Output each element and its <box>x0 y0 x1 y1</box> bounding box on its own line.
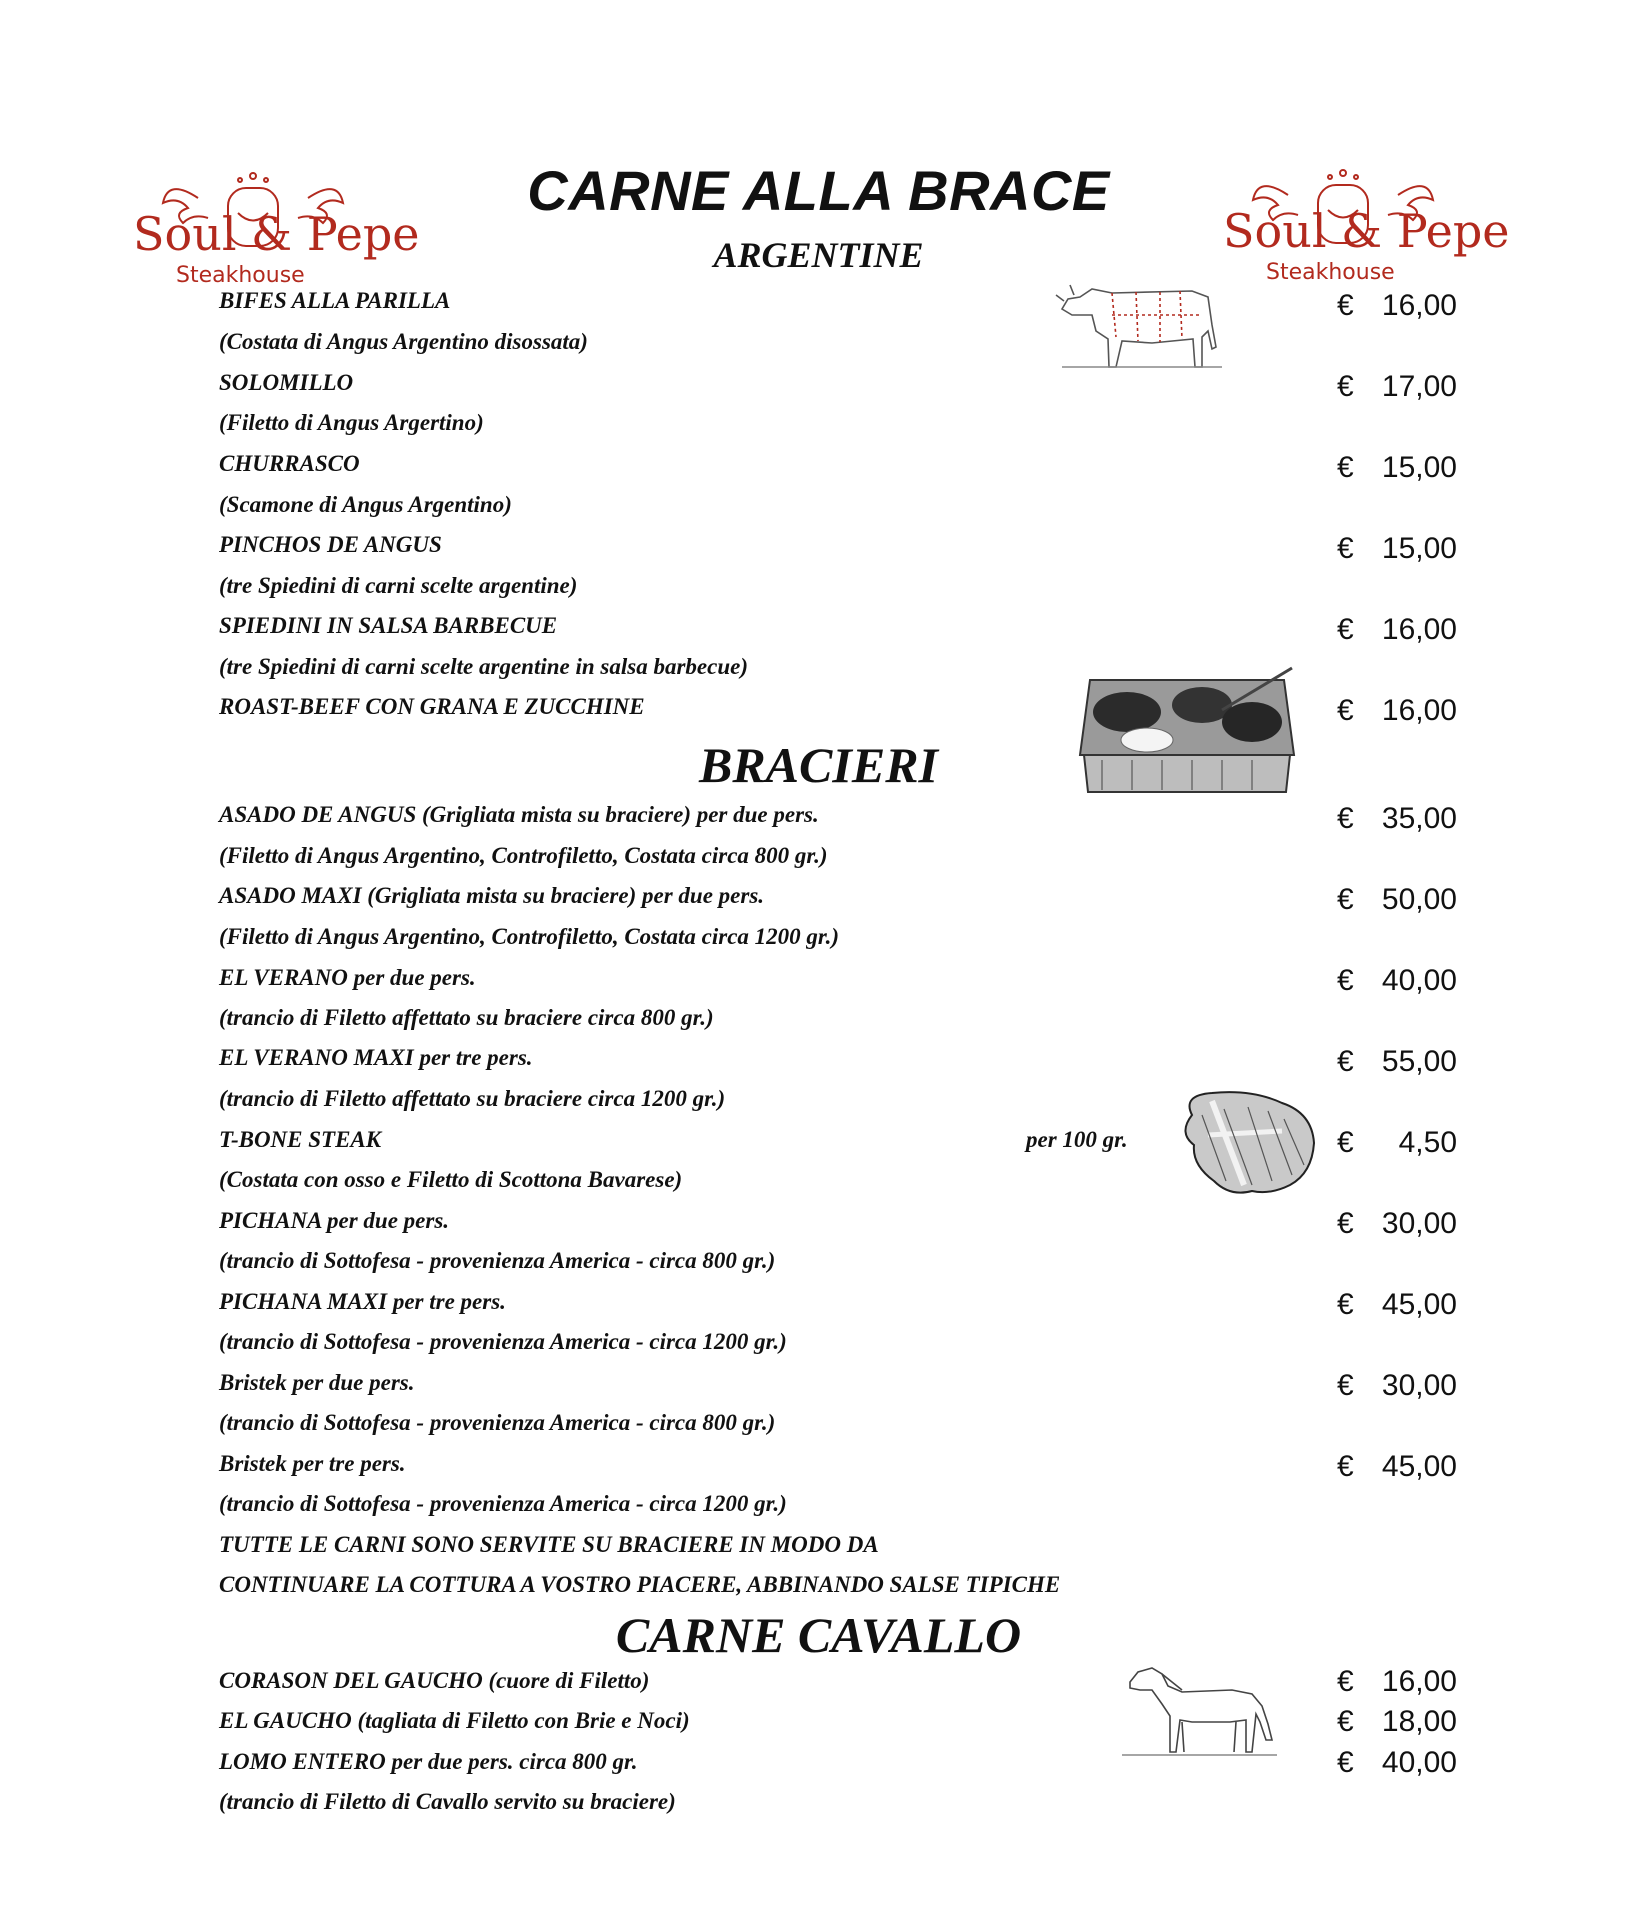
euro-sign: € <box>1337 964 1354 997</box>
horse-icon <box>1122 1660 1277 1760</box>
logo-right-text: Soul & Pepe <box>1223 204 1510 258</box>
item-description: (trancio di Filetto di Cavallo servito su braciere) <box>219 1789 676 1814</box>
item-description: (trancio di Sottofesa - provenienza America - circa 1200 gr.) <box>219 1329 787 1354</box>
item-name: CHURRASCO <box>219 451 360 476</box>
euro-sign: € <box>1337 1288 1354 1321</box>
item-name: ASADO MAXI (Grigliata mista su braciere) per due pers. <box>219 883 765 908</box>
price: € 16,00 <box>1337 289 1457 322</box>
euro-sign: € <box>1337 1705 1354 1738</box>
item-name: EL GAUCHO (tagliata di Filetto con Brie e Noci) <box>219 1708 690 1733</box>
price: € 18,00 <box>1337 1705 1457 1738</box>
item-description: (Costata di Angus Argentino disossata) <box>219 329 588 354</box>
logo-left-sub: Steakhouse <box>176 263 305 288</box>
price: € 30,00 <box>1337 1207 1457 1240</box>
service-note-line: TUTTE LE CARNI SONO SERVITE SU BRACIERE IN MODO DA <box>219 1532 879 1557</box>
euro-sign: € <box>1337 613 1354 646</box>
price: € 16,00 <box>1337 694 1457 727</box>
euro-sign: € <box>1337 694 1354 727</box>
item-name: BIFES ALLA PARILLA <box>219 288 451 313</box>
item-name: CORASON DEL GAUCHO (cuore di Filetto) <box>219 1668 650 1693</box>
euro-sign: € <box>1337 532 1354 565</box>
item-description: (Filetto di Angus Argertino) <box>219 410 484 435</box>
euro-sign: € <box>1337 1126 1354 1159</box>
item-name: Bristek per tre pers. <box>219 1451 406 1476</box>
item-description: (trancio di Sottofesa - provenienza America - circa 1200 gr.) <box>219 1491 787 1516</box>
price: € 40,00 <box>1337 964 1457 997</box>
item-description: (Scamone di Angus Argentino) <box>219 492 512 517</box>
item-name: PICHANA per due pers. <box>219 1208 450 1233</box>
item-name: Bristek per due pers. <box>219 1370 415 1395</box>
item-name: ASADO DE ANGUS (Grigliata mista su braciere) per due pers. <box>219 802 819 827</box>
item-name: SOLOMILLO <box>219 370 354 395</box>
cow-icon <box>1052 275 1222 375</box>
euro-sign: € <box>1337 883 1354 916</box>
item-description: (Filetto di Angus Argentino, Controfiletto, Costata circa 800 gr.) <box>219 843 828 868</box>
item-name: PINCHOS DE ANGUS <box>219 532 442 557</box>
item-name: LOMO ENTERO per due pers. circa 800 gr. <box>219 1749 638 1774</box>
price: € 4,50 <box>1337 1126 1457 1159</box>
euro-sign: € <box>1337 802 1354 835</box>
item-name: EL VERANO per due pers. <box>219 965 476 990</box>
item-description: (Costata con osso e Filetto di Scottona Bavarese) <box>219 1167 683 1192</box>
price: € 17,00 <box>1337 370 1457 403</box>
tbone-steak-icon <box>1172 1085 1320 1200</box>
page-title: CARNE ALLA BRACE <box>527 159 1110 222</box>
price: € 45,00 <box>1337 1450 1457 1483</box>
logo-left-text: Soul & Pepe <box>133 207 420 261</box>
price: € 15,00 <box>1337 532 1457 565</box>
item-description: (trancio di Sottofesa - provenienza America - circa 800 gr.) <box>219 1248 776 1273</box>
braciere-icon <box>1072 660 1302 805</box>
item-description: (trancio di Sottofesa - provenienza America - circa 800 gr.) <box>219 1410 776 1435</box>
price: € 50,00 <box>1337 883 1457 916</box>
item-name: ROAST-BEEF CON GRANA E ZUCCHINE <box>219 694 645 719</box>
logo-right-sub: Steakhouse <box>1266 260 1395 285</box>
item-description: (tre Spiedini di carni scelte argentine in salsa barbecue) <box>219 654 748 679</box>
price: € 55,00 <box>1337 1045 1457 1078</box>
item-name: T-BONE STEAK <box>219 1127 382 1152</box>
euro-sign: € <box>1337 451 1354 484</box>
euro-sign: € <box>1337 1207 1354 1240</box>
tbone-weight-note: per 100 gr. <box>1026 1127 1128 1152</box>
price: € 16,00 <box>1337 1665 1457 1698</box>
item-description: (trancio di Filetto affettato su braciere circa 800 gr.) <box>219 1005 714 1030</box>
item-name: EL VERANO MAXI per tre pers. <box>219 1045 533 1070</box>
item-description: (trancio di Filetto affettato su braciere circa 1200 gr.) <box>219 1086 726 1111</box>
price: € 15,00 <box>1337 451 1457 484</box>
price: € 35,00 <box>1337 802 1457 835</box>
euro-sign: € <box>1337 370 1354 403</box>
euro-sign: € <box>1337 1746 1354 1779</box>
price: € 30,00 <box>1337 1369 1457 1402</box>
price: € 45,00 <box>1337 1288 1457 1321</box>
section-argentine: ARGENTINE <box>713 235 924 275</box>
item-description: (tre Spiedini di carni scelte argentine) <box>219 573 578 598</box>
euro-sign: € <box>1337 1450 1354 1483</box>
price: € 16,00 <box>1337 613 1457 646</box>
item-name: PICHANA MAXI per tre pers. <box>219 1289 506 1314</box>
price: € 40,00 <box>1337 1746 1457 1779</box>
item-description: (Filetto di Angus Argentino, Controfiletto, Costata circa 1200 gr.) <box>219 924 840 949</box>
service-note-line: CONTINUARE LA COTTURA A VOSTRO PIACERE, ABBINANDO SALSE TIPICHE <box>219 1572 1061 1597</box>
euro-sign: € <box>1337 1665 1354 1698</box>
item-name: SPIEDINI IN SALSA BARBECUE <box>219 613 558 638</box>
euro-sign: € <box>1337 1369 1354 1402</box>
section-carne-cavallo: CARNE CAVALLO <box>615 1607 1022 1663</box>
euro-sign: € <box>1337 289 1354 322</box>
euro-sign: € <box>1337 1045 1354 1078</box>
section-bracieri: BRACIERI <box>698 737 938 793</box>
